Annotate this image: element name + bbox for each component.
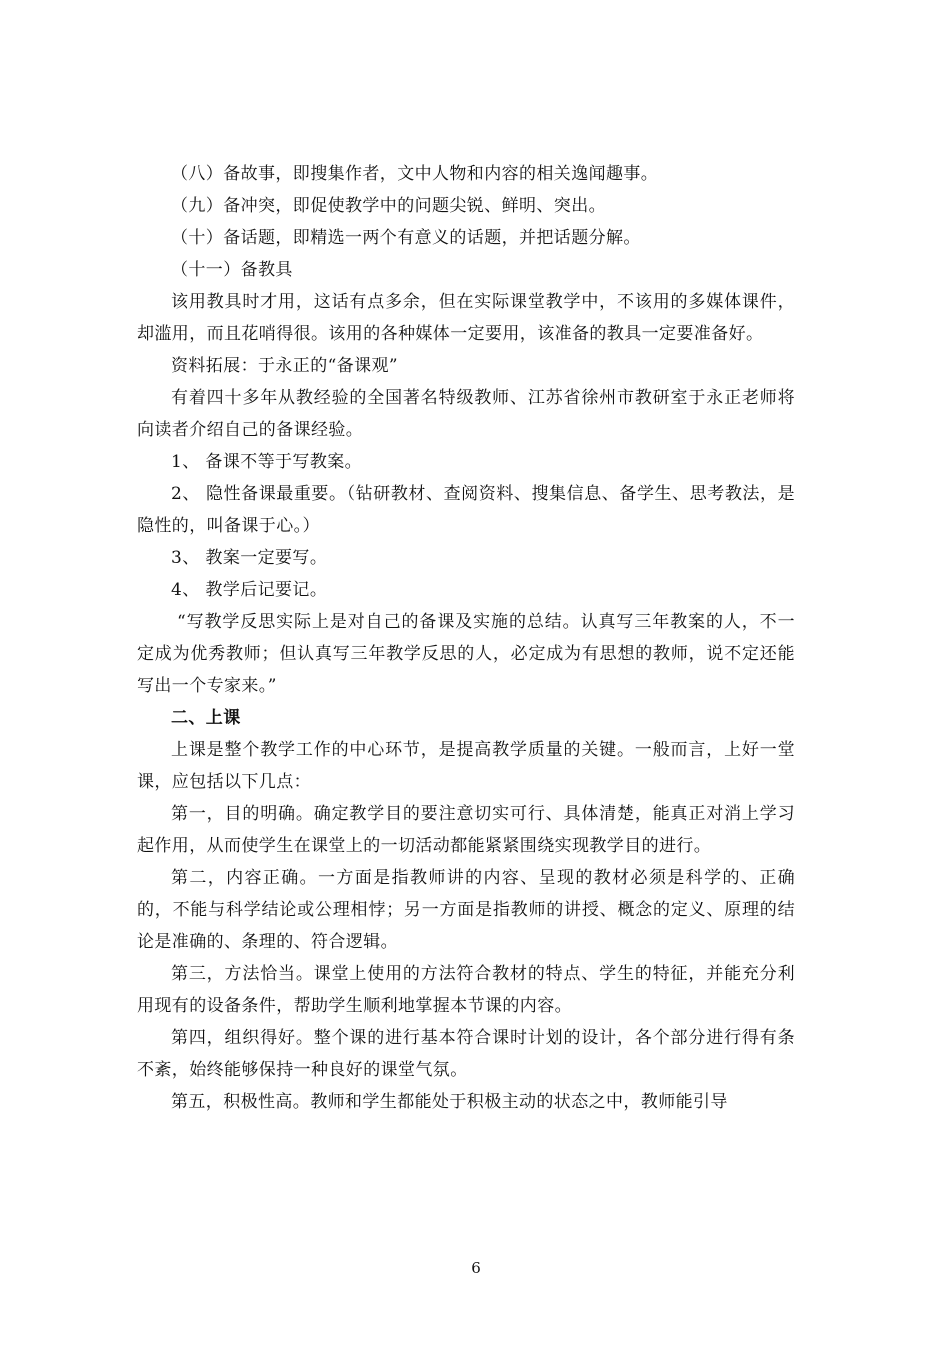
list-item-1: 1、 备课不等于写教案。	[171, 452, 363, 472]
paragraph-point-2: 第二，内容正确。一方面是指教师讲的内容、呈现的教材必须是科学的、正确的，不能与科学结论或公理相悖；另一方面是指教师的讲授、概念的定义、原理的结论是准确的、条理的、符合逻辑。	[137, 868, 795, 952]
paragraph-item-9: （九）备冲突，即促使教学中的问题尖锐、鲜明、突出。	[171, 196, 606, 216]
paragraph-point-1: 第一，目的明确。确定教学目的要注意切实可行、具体清楚，能真正对消上学习起作用，从而使学生在课堂上的一切活动都能紧紧围绕实现教学目的进行。	[137, 804, 795, 856]
paragraph-item-10: （十）备话题，即精选一两个有意义的话题，并把话题分解。	[171, 228, 641, 248]
paragraph-point-4: 第四，组织得好。整个课的进行基本符合课时计划的设计，各个部分进行得有条不紊，始终能够保持一种良好的课堂气氛。	[137, 1028, 795, 1080]
paragraph-point-5: 第五，积极性高。教师和学生都能处于积极主动的状态之中，教师能引导	[171, 1092, 728, 1112]
paragraph-intro-yu-yongzheng: 有着四十多年从教经验的全国著名特级教师、江苏省徐州市教研室于永正老师将向读者介绍自己的备课经验。	[137, 388, 795, 440]
document-body	[137, 158, 795, 1118]
paragraph-item-8: （八）备故事，即搜集作者，文中人物和内容的相关逸闻趣事。	[171, 164, 659, 184]
quote-paragraph: “写教学反思实际上是对自己的备课及实施的总结。认真写三年教案的人，不一定成为优秀教师；但认真写三年教学反思的人，必定成为有思想的教师，说不定还能写出一个专家来。”	[137, 612, 795, 696]
section-heading-class: 二、上课	[171, 708, 241, 728]
paragraph-resource-extension: 资料拓展：于永正的“备课观”	[171, 356, 398, 376]
paragraph-item-11-heading: （十一）备教具	[171, 260, 293, 280]
page-number: 6	[471, 1259, 481, 1277]
list-item-2: 2、 隐性备课最重要。（钻研教材、查阅资料、搜集信息、备学生、思考教法，是隐性的，叫备课于心。）	[137, 484, 795, 536]
paragraph-point-3: 第三，方法恰当。课堂上使用的方法符合教材的特点、学生的特征，并能充分利用现有的设备条件，帮助学生顺利地掌握本节课的内容。	[137, 964, 795, 1016]
list-item-3: 3、 教案一定要写。	[171, 548, 328, 568]
paragraph-teaching-aids: 该用教具时才用，这话有点多余，但在实际课堂教学中，不该用的多媒体课件，却滥用，而且花哨得很。该用的各种媒体一定要用，该准备的教具一定要准备好。	[137, 292, 795, 344]
list-item-4: 4、 教学后记要记。	[171, 580, 328, 600]
paragraph-class-intro: 上课是整个教学工作的中心环节，是提高教学质量的关键。一般而言，上好一堂课，应包括以下几点：	[137, 740, 795, 792]
